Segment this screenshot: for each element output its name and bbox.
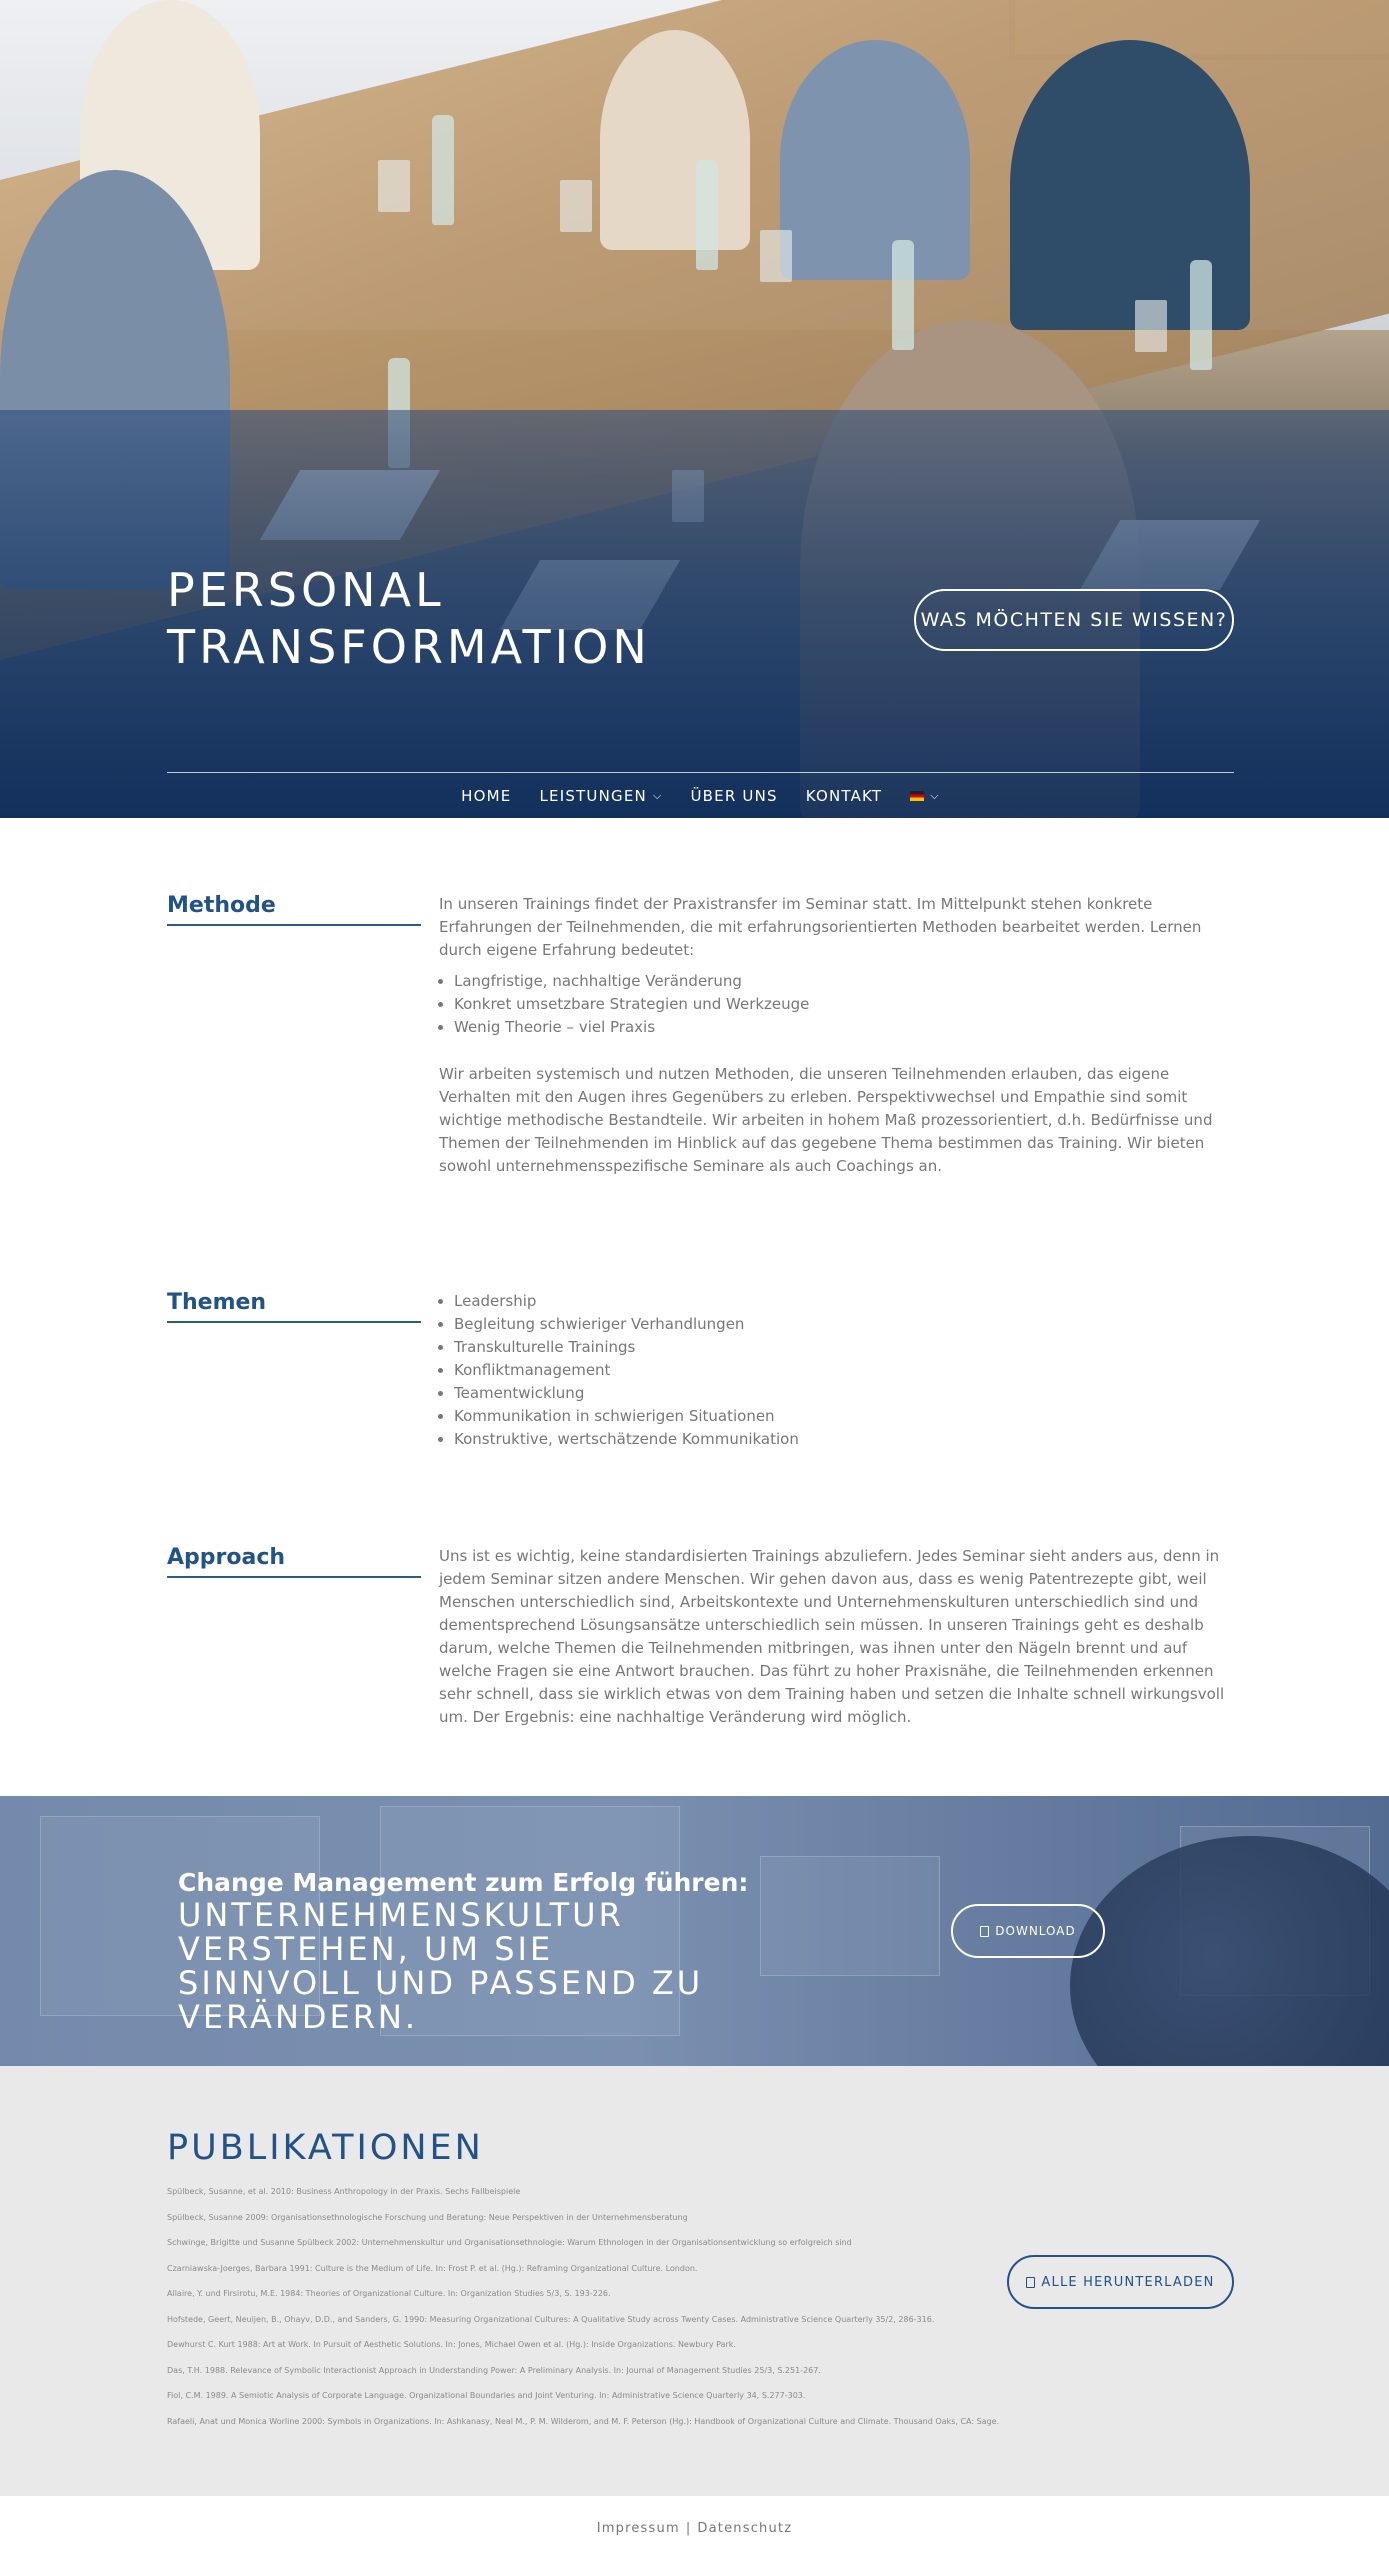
hero-photo-bottle	[432, 115, 454, 225]
themen-heading: Themen	[167, 1290, 421, 1323]
list-item: • Langfristige, nachhaltige Veränderung	[454, 970, 1234, 993]
publication-item: Spülbeck, Susanne 2009: Organisationsethnologische Forschung und Beratung: Neue Perspektiven in der Unternehmensberatung	[167, 2212, 688, 2222]
methode-intro: In unseren Trainings findet der Praxistransfer im Seminar statt. Im Mittelpunkt stehen konkrete Erfahrungen der Teilnehmenden, die mit erfahrungsorientierten Methoden bearbeitet werden. Lernen durch eigene Erfahrung bedeutet:	[439, 895, 1202, 959]
methode-heading: Methode	[167, 893, 421, 926]
german-flag-icon	[910, 791, 924, 801]
hero-photo-participant	[780, 40, 970, 280]
banner-title: UNTERNEHMENSKULTUR VERSTEHEN, UM SIE SINNVOLL UND PASSEND ZU VERÄNDERN.	[178, 1896, 704, 2036]
hero-photo-participant	[1010, 40, 1250, 330]
nav-item-ueber-uns[interactable]	[690, 787, 777, 805]
publication-item: Dewhurst C. Kurt 1988: Art at Work. In Pursuit of Aesthetic Solutions. In: Jones, Michael Owen et al. (Hg.): Inside Organizations. Newbury Park.	[167, 2340, 736, 2349]
list-item: • Konfliktmanagement	[454, 1359, 1234, 1382]
themen-list	[439, 1290, 1234, 1451]
cta-button[interactable]: WAS MÖCHTEN SIE WISSEN?	[914, 589, 1234, 651]
banner-subtitle: Change Management zum Erfolg führen:	[178, 1868, 749, 1897]
methode-body: Wir arbeiten systemisch und nutzen Methoden, die unseren Teilnehmenden erlauben, das eigene Verhalten mit den Augen ihres Gegenübers zu erleben. Perspektivwechsel und Empathie sind somit wichtige methodische Bestandteile. Wir arbeiten in hohem Maß prozessorientiert, d.h. Bedürfnisse und Themen der Teilnehmenden im Hinblick auf das gegebene Thema bestimmen das Training. Wir bieten sowohl unternehmensspezifische Seminare als auch Coachings an.	[439, 1065, 1213, 1175]
download-all-button[interactable]	[1007, 2255, 1234, 2309]
approach-heading: Approach	[167, 1545, 421, 1578]
methode-section	[167, 893, 1234, 1193]
list-item: • Transkulturelle Trainings	[454, 1336, 1234, 1359]
language-switcher[interactable]	[910, 789, 940, 803]
impressum-link[interactable]: Impressum	[596, 2520, 680, 2536]
datenschutz-link[interactable]: Datenschutz	[697, 2520, 793, 2536]
methode-content	[439, 893, 1234, 1178]
hero-photo-bottle	[696, 160, 718, 270]
hero-title	[167, 562, 767, 676]
list-item: • Teamentwicklung	[454, 1382, 1234, 1405]
publication-item: Hofstede, Geert, Neuijen, B., Ohayv, D.D., and Sanders, G. 1990: Measuring Organizational Cultures: A Qualitative Study across Twenty Cases. Administrative Science Quarterly 35/2, 286-316.	[167, 2314, 935, 2324]
publication-item: Rafaeli, Anat und Monica Worline 2000: Symbols in Organizations. In: Ashkanasy, Neal M., P. M. Wilderom, and M. F. Peterson (Hg.): Handbook of Organizational Culture and Climate. Thousand Oaks, CA: Sage.	[167, 2416, 1000, 2426]
list-item: • Konstruktive, wertschätzende Kommunikation	[454, 1428, 1234, 1451]
approach-section	[167, 1545, 1234, 1726]
footer	[0, 2496, 1389, 2560]
download-all-label: ALLE HERUNTERLADEN	[1041, 2274, 1215, 2290]
nav-item-label: LEISTUNGEN	[539, 787, 647, 805]
main-nav	[167, 784, 1234, 808]
publication-item: Czarniawska-Joerges, Barbara 1991: Culture is the Medium of Life. In: Frost P. et al. (Hg.): Reframing Organizational Culture. London.	[167, 2263, 698, 2273]
hero-title-line: PERSONAL	[167, 563, 445, 617]
hero-photo-glass	[378, 160, 410, 212]
nav-item-label: ÜBER UNS	[690, 787, 778, 805]
list-item: • Kommunikation in schwierigen Situationen	[454, 1405, 1234, 1428]
nav-item-kontakt[interactable]	[806, 787, 883, 805]
hero-photo-participant	[600, 30, 750, 250]
hero-photo-bottle	[1190, 260, 1212, 370]
hero-section	[0, 0, 1389, 818]
download-label: DOWNLOAD	[995, 1924, 1076, 1938]
publication-item: Spülbeck, Susanne, et al. 2010: Business Anthropology in der Praxis. Sechs Fallbeispiele	[167, 2187, 521, 2196]
list-item: • Begleitung schwieriger Verhandlungen	[454, 1313, 1234, 1336]
chevron-down-icon: ⌵	[652, 789, 663, 802]
hero-photo-glass	[760, 230, 792, 282]
hero-photo-bottle	[892, 240, 914, 350]
publications-title: PUBLIKATIONEN	[167, 2128, 484, 2168]
publication-item: Das, T.H. 1988. Relevance of Symbolic Interactionist Approach in Understanding Power: A Preliminary Analysis. In: Journal of Management Studies 25/3, S.251-267.	[167, 2365, 821, 2375]
themen-section	[167, 1290, 1234, 1460]
list-item: • Konkret umsetzbare Strategien und Werkzeuge	[454, 993, 1234, 1016]
hero-photo-glass	[1135, 300, 1167, 352]
nav-item-label: HOME	[461, 787, 512, 805]
download-button[interactable]	[951, 1904, 1105, 1958]
list-item: • Leadership	[454, 1290, 1234, 1313]
publication-item: Allaire, Y. und Firsirotu, M.E. 1984: Theories of Organizational Culture. In: Organization Studies 5/3, S. 193-226.	[167, 2289, 611, 2298]
methode-list	[439, 970, 1234, 1039]
approach-content	[439, 1545, 1234, 1729]
file-icon	[980, 1926, 989, 1937]
publication-item: Schwinge, Brigitte und Susanne Spülbeck 2002: Unternehmenskultur und Organisationsethnologie: Warum Ethnologen in der Organisationsentwicklung so erfolgreich sind	[167, 2238, 852, 2247]
themen-content	[439, 1290, 1234, 1451]
nav-item-leistungen[interactable]	[539, 787, 662, 805]
publication-item: Fiol, C.M. 1989. A Semiotic Analysis of Corporate Language. Organizational Boundaries and Joint Venturing. In: Administrative Science Quarterly 34, S.277-303.	[167, 2391, 806, 2400]
nav-item-home[interactable]	[461, 787, 511, 805]
nav-item-label: KONTAKT	[805, 787, 883, 805]
hero-title-line: TRANSFORMATION	[167, 620, 651, 674]
hero-photo-glass	[560, 180, 592, 232]
list-item: • Wenig Theorie – viel Praxis	[454, 1016, 1234, 1039]
publication-list	[167, 2186, 1027, 2441]
file-icon	[1026, 2277, 1035, 2288]
nav-divider	[167, 772, 1234, 773]
footer-separator: |	[685, 2520, 692, 2536]
chevron-down-icon: ⌵	[930, 789, 940, 802]
approach-body: Uns ist es wichtig, keine standardisierten Trainings abzuliefern. Jedes Seminar sieht anders aus, denn in jedem Seminar sitzen andere Menschen. Wir gehen davon aus, dass es wenig Patentrezepte gibt, weil Menschen unterschiedlich sind, Arbeitskontexte und Unternehmenskulturen unterschiedlich sind und dementsprechend Lösungsansätze unterschiedlich sein müssen. In unseren Trainings geht es deshalb darum, welche Themen die Teilnehmenden mitbringen, was ihnen unter den Nägeln brennt und auf welche Fragen sie eine Antwort brauchen. Das führt zu hoher Praxisnähe, die Teilnehmenden erkennen sehr schnell, dass sie wirklich etwas von dem Training haben und setzen die Inhalte schnell wirkungsvoll um. Der Ergebnis: eine nachhaltige Veränderung wird möglich.	[439, 1547, 1225, 1726]
